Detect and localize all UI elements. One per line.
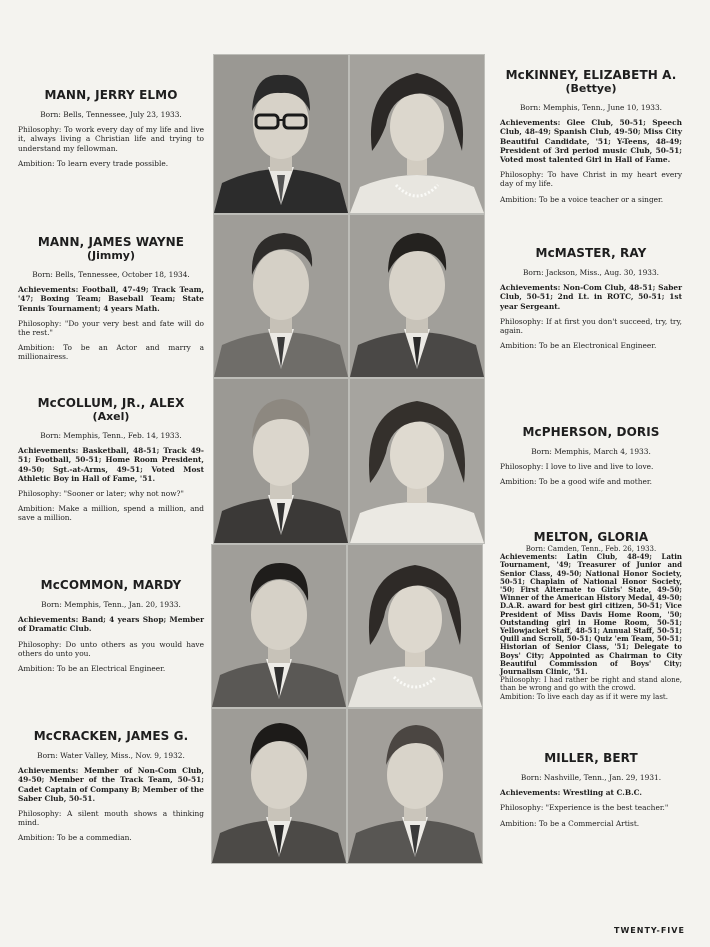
student-achievements: Achievements: Football, 47-49; Track Team, '47; Boxing Team; Baseball Team; State Tennis Tournament; 4 years Math. — [18, 285, 204, 313]
student-born: Born: Jackson, Miss., Aug. 30, 1933. — [522, 268, 660, 277]
student-ambition: Ambition: To be an Electronical Engineer. — [500, 341, 657, 351]
student-entry-mann-jerry — [18, 88, 204, 168]
portrait-photo — [213, 214, 349, 378]
student-entry-miller-bert — [500, 751, 682, 828]
student-born: Born: Memphis, March 4, 1933. — [531, 447, 651, 456]
student-entry-melton-gloria — [500, 530, 682, 701]
student-achievements: Achievements: Latin Club, 48-49; Latin Tournament, '49; Treasurer of Junior and Senior Class, 49-50; National Honor Society, 50-51; Chaplain of National Honor Society, '50; First Alternate to Girls' State, 49-50; Winner of the American History Medal, 49-50; D.A.R. award for best girl citizen, 50-51; Vice President of Miss Davis Home Room, '50; Outstanding girl in Home Room, 50-51; Yellowjacket Staff, 48-51; Annual Staff, 50-51; Quill and Scroll, 50-51; Quiz 'em Team, 50-51; Historian of Senior Class, '51; Delegate to Boys' City; Appointed as Chairman to City Beautiful Commission of Boys' City; Journalism Clinic, '51. — [500, 552, 682, 677]
student-philosophy: Philosophy: "Experience is the best teacher." — [500, 803, 669, 813]
student-name: MANN, JAMES WAYNE — [37, 235, 185, 249]
portrait-photo — [213, 378, 349, 544]
student-philosophy: Philosophy: I love to live and live to love. — [500, 462, 654, 472]
student-entry-mccollum-alex — [18, 396, 204, 523]
student-name: McPHERSON, DORIS — [522, 425, 660, 439]
student-entry-mcmaster-ray — [500, 246, 682, 350]
student-ambition: Ambition: To live each day as if it were my last. — [500, 692, 668, 701]
portrait-photo — [349, 54, 485, 214]
student-born: Born: Camden, Tenn., Feb. 26, 1933. — [525, 545, 657, 553]
student-nickname: (Jimmy) — [86, 249, 135, 262]
student-achievements: Achievements: Member of Non-Com Club, 49-50; Member of the Track Team, 50-51; Cadet Captain of Company B; Member of the Saber Club, 50-51. — [18, 766, 204, 803]
student-entry-mann-james — [18, 235, 204, 362]
portrait-photo — [349, 214, 485, 378]
student-ambition: Ambition: To be a Commercial Artist. — [500, 818, 640, 828]
student-philosophy: Philosophy: To work every day of my life and live it, always living a Christian life and trying to understand my fellowman. — [18, 125, 204, 153]
student-ambition: Ambition: Make a million, spend a million, and save a million. — [18, 504, 204, 523]
student-name: McCOLLUM, JR., ALEX — [37, 396, 185, 410]
student-achievements: Achievements: Band; 4 years Shop; Member of Dramatic Club. — [18, 615, 204, 634]
student-name: MANN, JERRY ELMO — [44, 88, 178, 102]
student-born: Born: Memphis, Tenn., Feb. 14, 1933. — [40, 431, 182, 440]
student-name: MELTON, GLORIA — [533, 530, 649, 544]
student-philosophy: Philosophy: If at first you don't succeed, try, try, again. — [500, 316, 682, 336]
student-nickname: (Bettye) — [565, 82, 617, 95]
student-born: Born: Bells, Tennessee, October 18, 1934. — [32, 270, 190, 279]
student-born: Born: Bells, Tennessee, July 23, 1933. — [40, 110, 182, 119]
student-born: Born: Nashville, Tenn., Jan. 29, 1931. — [520, 773, 662, 782]
student-entry-mccommon-mardy — [18, 578, 204, 673]
student-philosophy: Philosophy: I had rather be right and stand alone, than be wrong and go with the crowd. — [500, 676, 682, 693]
student-ambition: Ambition: To be a commedian. — [18, 833, 132, 843]
student-philosophy: Philosophy: "Do your very best and fate will do the rest." — [18, 318, 204, 338]
student-born: Born: Water Valley, Miss., Nov. 9, 1932. — [37, 751, 185, 760]
student-philosophy: Philosophy: "Sooner or later; why not now?" — [18, 489, 184, 499]
portrait-photo — [347, 708, 483, 864]
student-achievements: Achievements: Non-Com Club, 48-51; Saber Club, 50-51; 2nd Lt. in ROTC, 50-51; 1st year Sergeant. — [500, 283, 682, 311]
student-philosophy: Philosophy: Do unto others as you would have others do unto you. — [18, 639, 204, 658]
student-entry-mcpherson-doris — [500, 425, 682, 487]
student-ambition: Ambition: To be an Actor and marry a millionairess. — [18, 343, 204, 362]
student-born: Born: Memphis, Tenn., June 10, 1933. — [519, 103, 663, 112]
student-ambition: Ambition: To learn every trade possible. — [18, 158, 169, 168]
student-name: McMASTER, RAY — [535, 246, 647, 260]
student-name: McCRACKEN, JAMES G. — [33, 729, 189, 743]
student-nickname: (Axel) — [92, 410, 130, 423]
student-ambition: Ambition: To be a good wife and mother. — [500, 477, 652, 487]
student-entry-mckinney-elizabeth — [500, 68, 682, 204]
portrait-photo — [211, 708, 347, 864]
student-achievements: Achievements: Basketball, 48-51; Track 49-51; Football, 50-51; Home Room President, 49-50; Sgt.-at-Arms, 49-51; Voted Most Athletic Boy in Hall of Fame, '51. — [18, 446, 204, 483]
student-philosophy: Philosophy: To have Christ in my heart every day of my life. — [500, 170, 682, 189]
student-achievements: Achievements: Wrestling at C.B.C. — [500, 788, 642, 798]
student-name: McKINNEY, ELIZABETH A. — [505, 68, 677, 82]
student-philosophy: Philosophy: A silent mouth shows a thinking mind. — [18, 809, 204, 828]
student-ambition: Ambition: To be a voice teacher or a singer. — [500, 194, 664, 204]
portrait-photo — [347, 544, 483, 708]
student-name: McCOMMON, MARDY — [40, 578, 182, 592]
student-entry-mccracken-james — [18, 729, 204, 843]
portrait-photo — [349, 378, 485, 544]
student-achievements: Achievements: Glee Club, 50-51; Speech Club, 48-49; Spanish Club, 49-50; Miss City Beautiful Candidate, '51; Y-Teens, 48-49; President of 3rd period music Club, 50-51; Voted most talented Girl in Hall of Fame. — [500, 118, 682, 165]
student-name: MILLER, BERT — [544, 751, 638, 765]
portrait-photo — [213, 54, 349, 214]
student-ambition: Ambition: To be an Electrical Engineer. — [18, 664, 166, 674]
page-number: TWENTY-FIVE — [614, 926, 685, 935]
portrait-photo — [211, 544, 347, 708]
student-born: Born: Memphis, Tenn., Jan. 20, 1933. — [41, 600, 181, 609]
